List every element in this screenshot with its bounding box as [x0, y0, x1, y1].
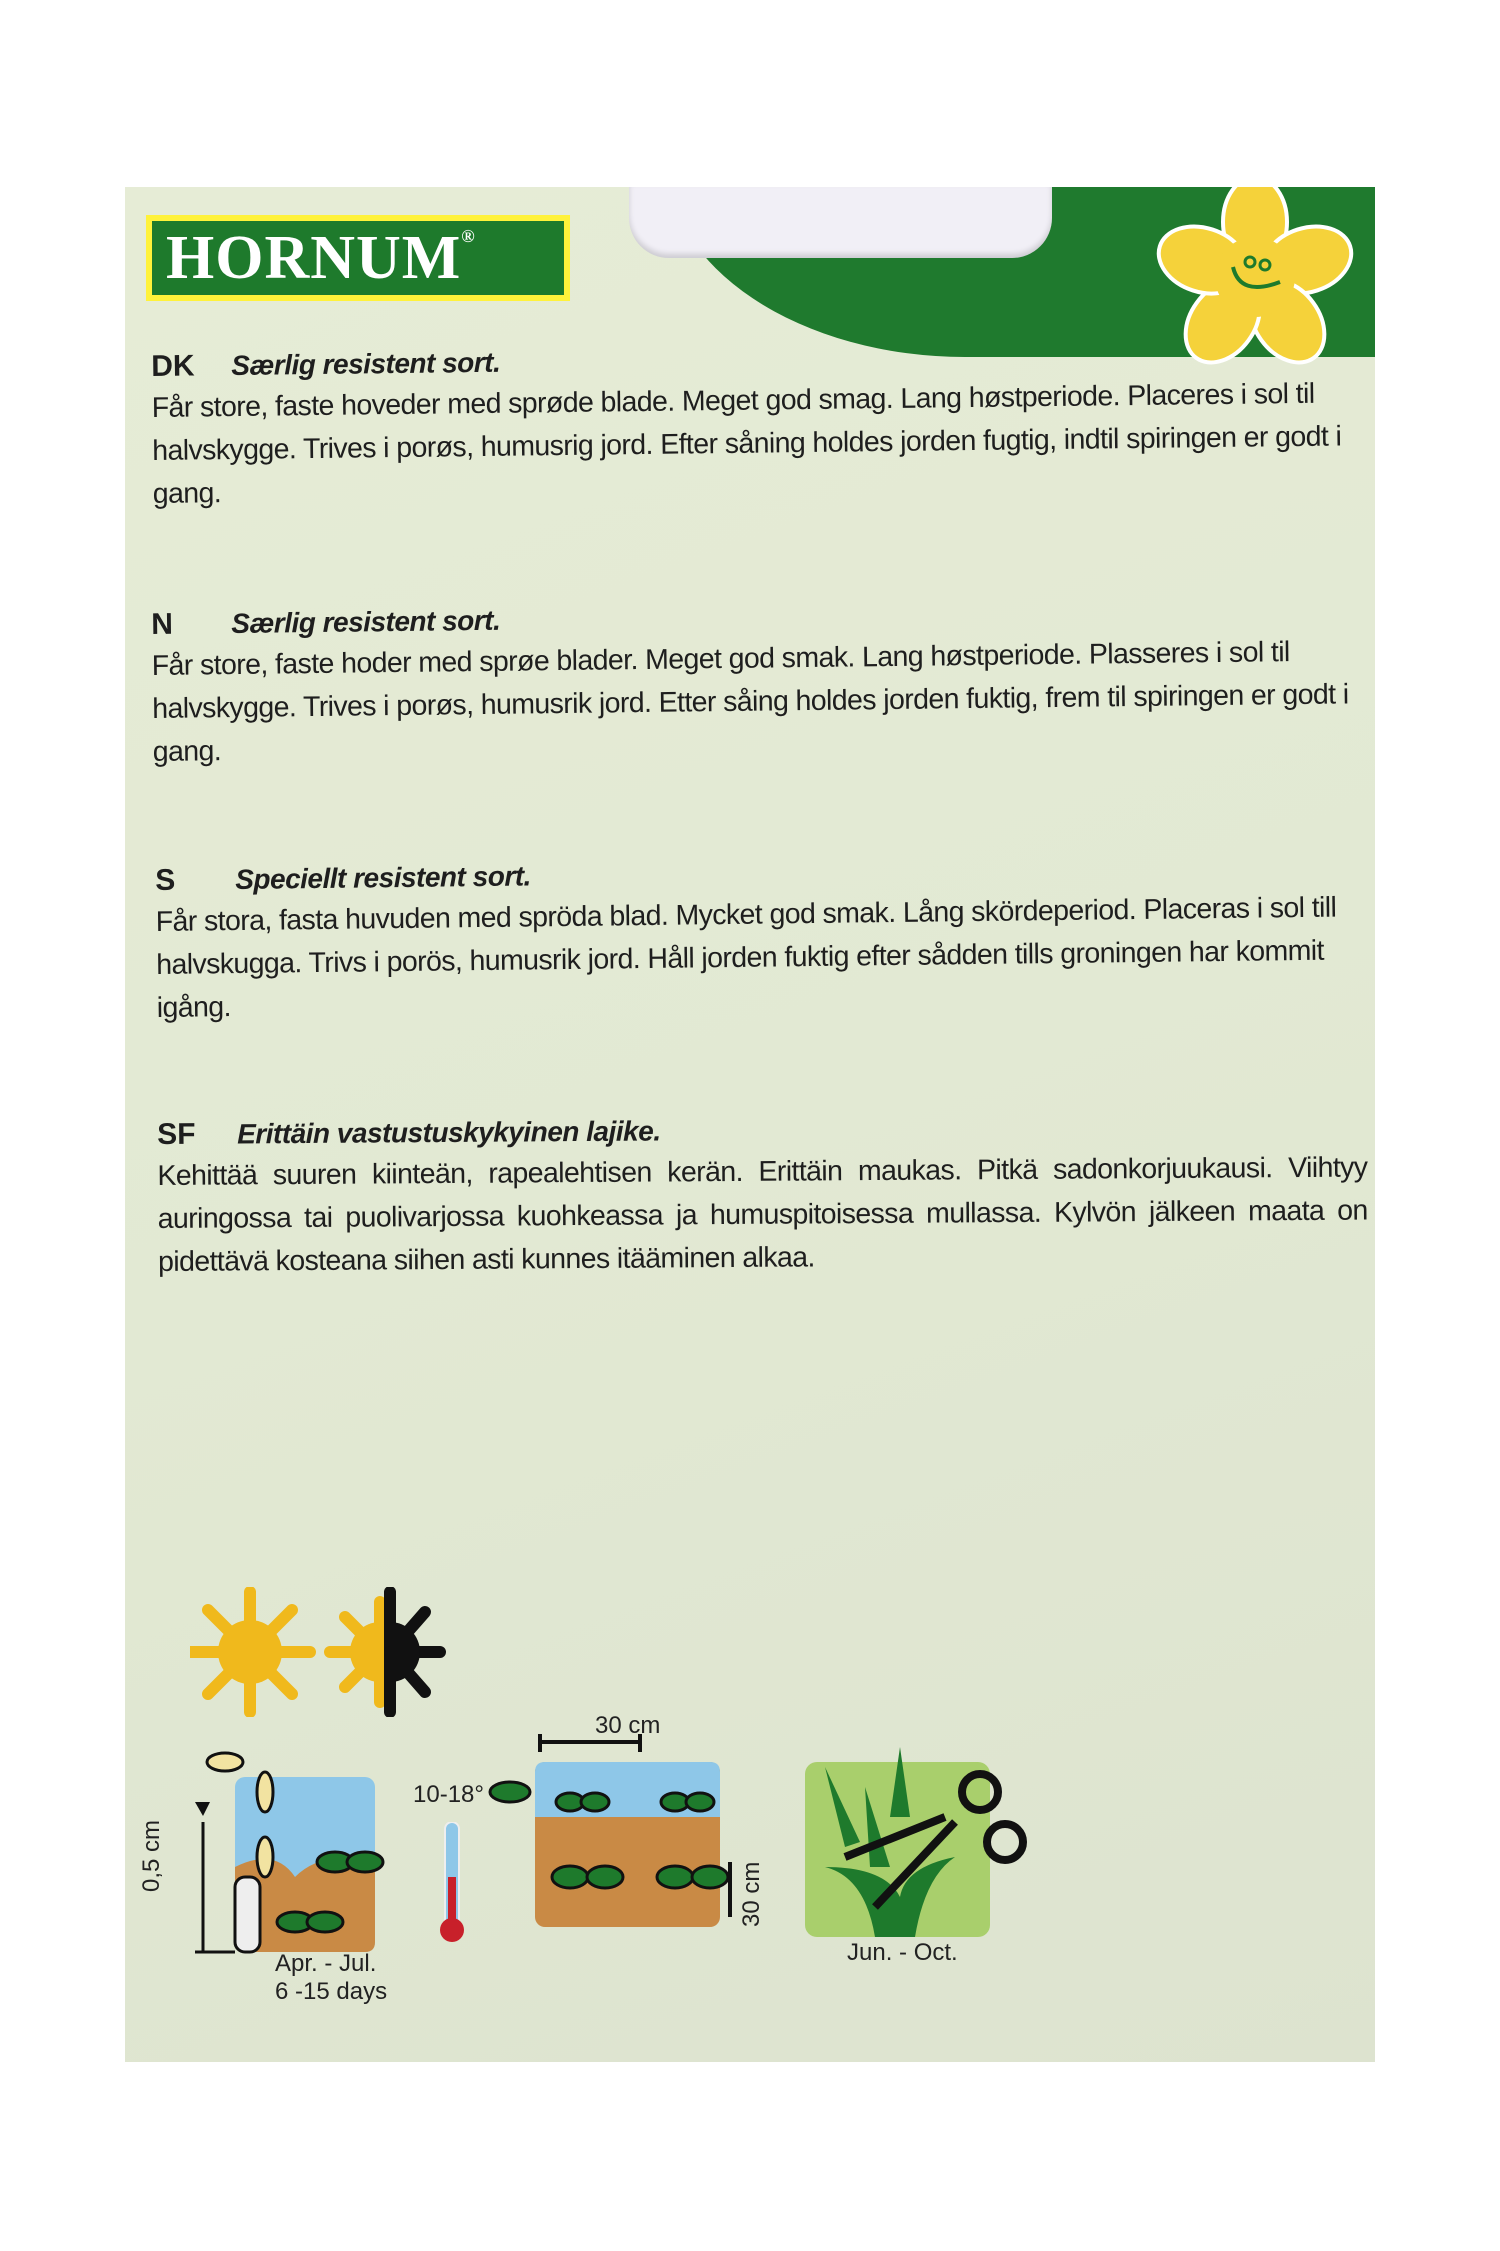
sowing-period-label: Apr. - Jul.	[275, 1950, 377, 1977]
hang-hole	[629, 187, 1052, 258]
lang-code: S	[155, 863, 176, 897]
section-sf	[157, 1107, 1368, 1284]
sun-partial-shade-icon	[190, 1587, 450, 1717]
thermometer-icon	[437, 1822, 467, 1947]
harvest-scissors-icon	[805, 1747, 1035, 1937]
plant-spacing-icon	[480, 1732, 740, 1932]
registered-mark: ®	[461, 226, 476, 246]
spacing-label: 30 cm	[595, 1712, 661, 1739]
lang-code: SF	[157, 1117, 196, 1151]
sowing-depth-icon	[185, 1747, 445, 1957]
section-title: Erittäin vastustuskykyinen lajike.	[237, 1115, 661, 1150]
section-s	[155, 846, 1367, 1030]
section-title: Særlig resistent sort.	[231, 346, 501, 382]
section-dk	[151, 332, 1363, 516]
germination-label: 6 -15 days	[275, 1978, 388, 2005]
lang-code: DK	[151, 349, 195, 383]
temperature-label: 10-18°	[413, 1781, 484, 1808]
sowing-depth-label: 0,5 cm	[138, 1819, 165, 1892]
section-title: Speciellt resistent sort.	[235, 860, 532, 896]
seed-packet-back	[125, 187, 1375, 2062]
hornum-logo	[146, 215, 570, 301]
section-n	[151, 590, 1363, 774]
lang-code: N	[151, 607, 174, 641]
section-body: Får store, faste hoveder med sprøde blade. Meget god smag. Lang høstperiode. Placeres i sol til halvskygge. Trives i porøs, humusrig jord. Efter såning holdes jorden fugtig, indtil spiringen er godt i gang.	[151, 377, 1342, 510]
section-body: Får store, faste hoder med sprøe blader. Meget god smak. Lang høstperiode. Plasseres i sol til halvskygge. Trives i porøs, humusrik jord. Etter såing holdes jorden fuktig, frem til spiringen er godt i gang.	[151, 636, 1349, 768]
section-body: Kehittää suuren kiinteän, rapealehtisen kerän. Erittäin maukas. Pitkä sadonkorjuukausi. Viihtyy auringossa tai puolivarjossa kuohkeassa ja humuspitoisessa mullassa. Kylvön jälkeen maata on pidettävä kosteana siihen asti kunnes itääminen alkaa.	[157, 1151, 1368, 1278]
brand-name: HORNUM	[166, 224, 462, 292]
section-title: Særlig resistent sort.	[231, 604, 501, 640]
harvest-period-label: Jun. - Oct.	[847, 1939, 958, 1966]
section-body: Får stora, fasta huvuden med spröda blad. Mycket god smak. Lång skördeperiod. Placeras i sol till halvskugga. Trivs i porös, humusrik jord. Håll jorden fuktig efter sådden tills groningen har kommit igång.	[155, 891, 1337, 1024]
row-spacing-label: 30 cm	[738, 1861, 765, 1927]
